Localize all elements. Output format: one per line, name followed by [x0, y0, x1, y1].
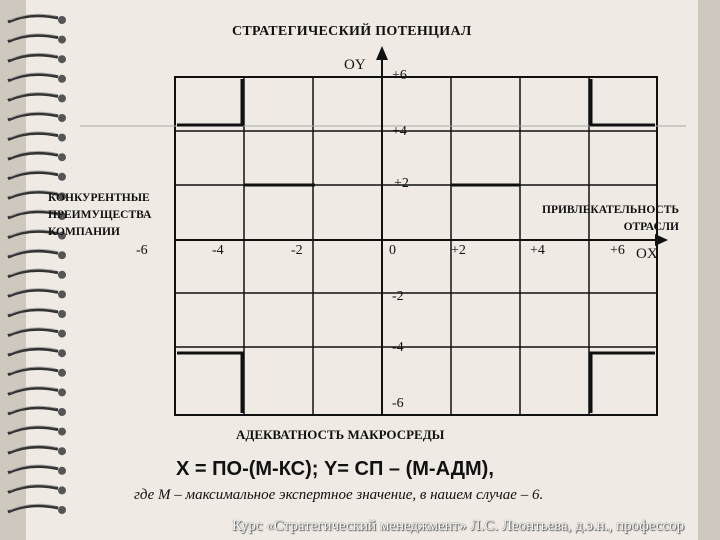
- formula-note: где М – максимальное экспертное значение, в нашем случае – 6.: [134, 487, 544, 503]
- y-tick-label: +4: [392, 124, 407, 139]
- corner-cell-markers: [177, 79, 655, 413]
- left-axis-caption: КОНКУРЕНТНЫЕ ПРЕИМУЩЕСТВА КОМПАНИИ: [48, 192, 152, 238]
- footer-credit: Курс «Стратегический менеджмент» Л.С. Леонтьева, д.э.н., профессор: [232, 518, 685, 534]
- y-axis-arrow: [376, 46, 388, 60]
- y-tick-label: -2: [392, 289, 404, 304]
- bottom-axis-caption: АДЕКВАТНОСТЬ МАКРОСРЕДЫ: [236, 427, 445, 442]
- x-tick-label: +6: [610, 243, 625, 258]
- x-axis-label: OX: [636, 246, 658, 262]
- y-axis-label: OY: [344, 57, 366, 73]
- diagram-title: СТРАТЕГИЧЕСКИЙ ПОТЕНЦИАЛ: [232, 24, 472, 39]
- x-tick-label: +2: [451, 243, 466, 258]
- formula: X = ПО-(М-КС); Y= СП – (М-АДМ),: [176, 458, 494, 480]
- x-tick-label: +4: [530, 243, 545, 258]
- x-tick-label: -2: [291, 243, 303, 258]
- x-tick-label: -6: [136, 243, 148, 258]
- x-tick-label: -4: [212, 243, 224, 258]
- grid-frame: [175, 77, 657, 415]
- x-tick-label: 0: [389, 243, 396, 258]
- y-tick-label: -4: [392, 340, 404, 355]
- y-tick-label: +6: [392, 68, 407, 83]
- y-tick-label: -6: [392, 396, 404, 411]
- right-axis-caption: ПРИВЛЕКАТЕЛЬНОСТЬ ОТРАСЛИ: [542, 204, 679, 233]
- y-tick-label: +2: [394, 176, 409, 191]
